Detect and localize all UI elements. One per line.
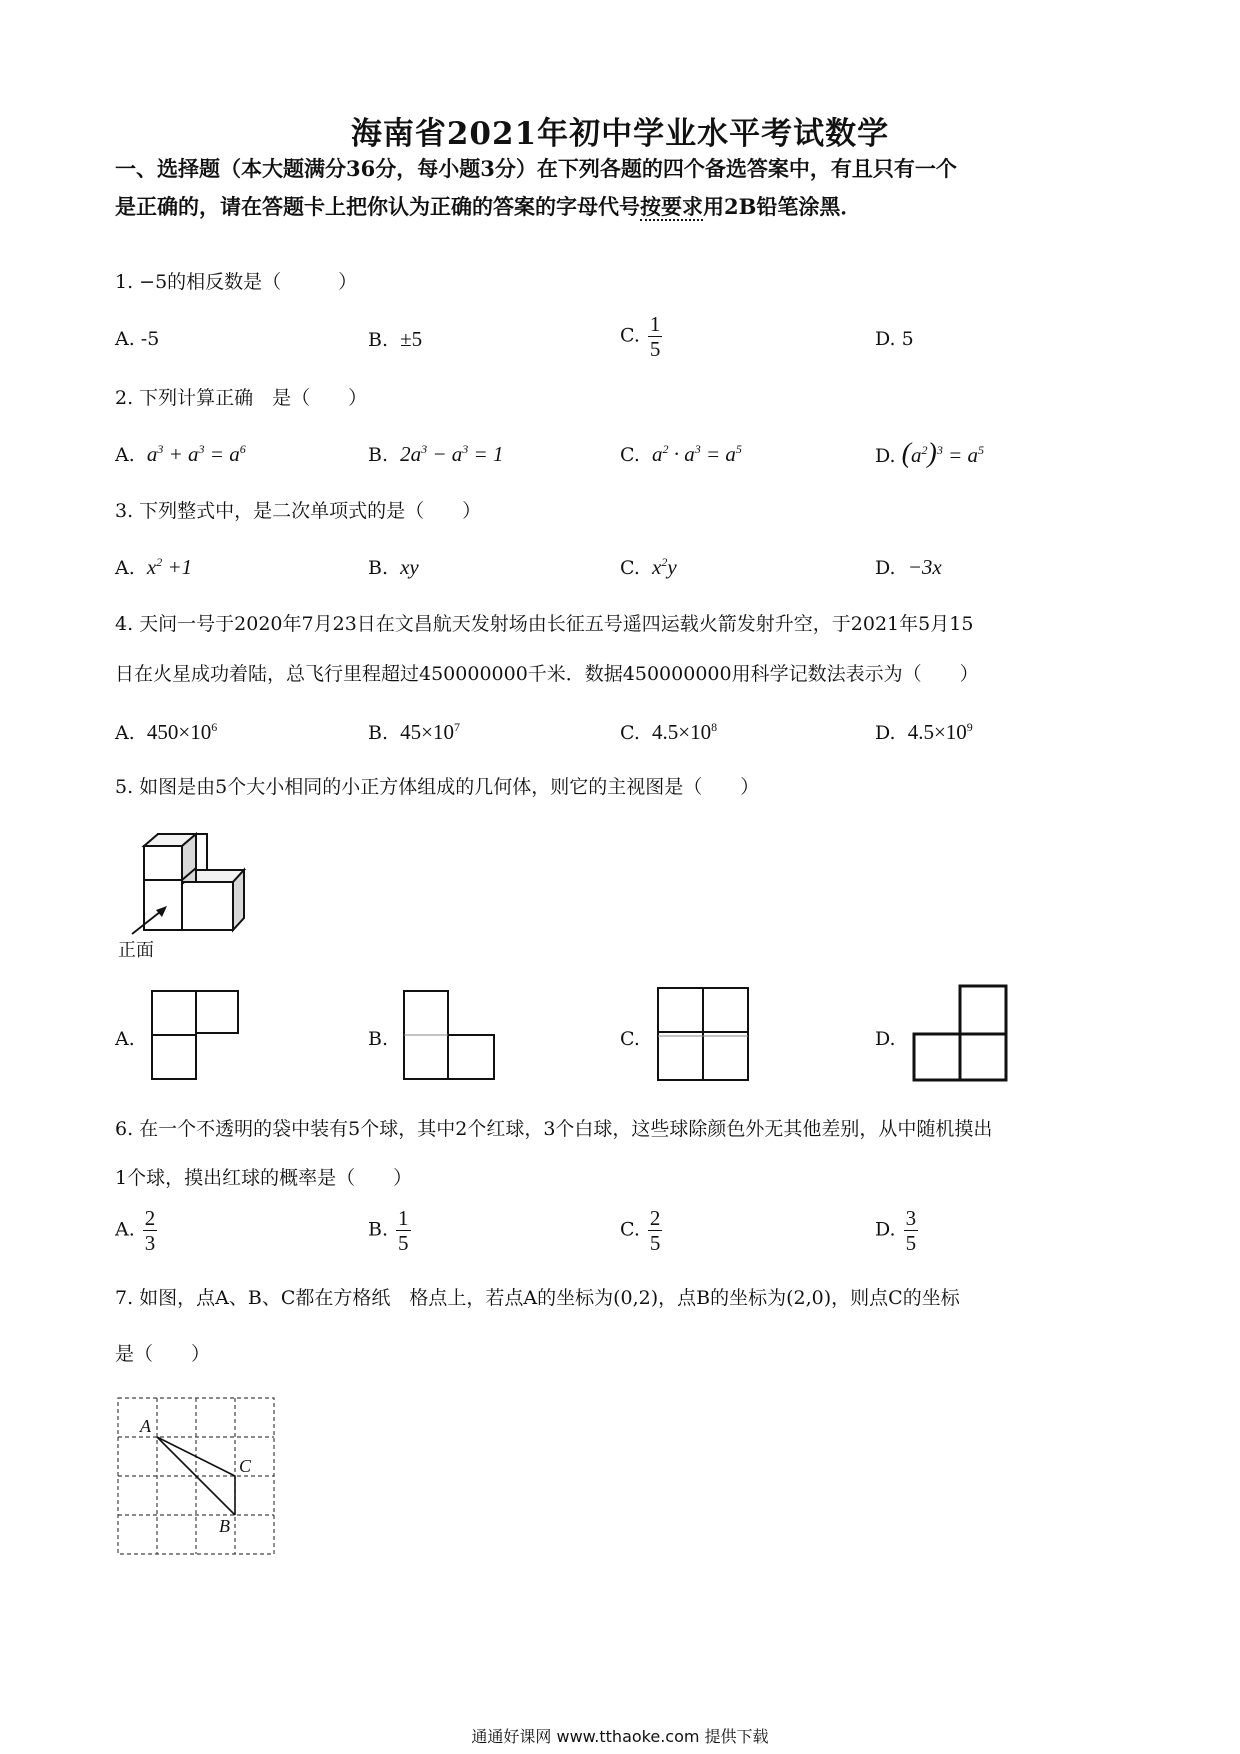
- q1-option-c: C. $\frac{1}{5}$: [620, 312, 661, 361]
- q5-option-a-figure: [150, 989, 240, 1081]
- question-7-stem-line2: 是（ ）: [115, 1343, 211, 1365]
- section-heading-line1: 一、选择题（本大题满分36分，每小题3分）在下列各题的四个备选答案中，有且只有一个: [115, 156, 957, 181]
- question-2-stem: 2. 下列计算正确 是（ ）: [115, 387, 368, 409]
- point-a-label: A: [140, 1416, 151, 1436]
- q3-option-d: D. −3x: [875, 555, 942, 579]
- point-b-label: B: [219, 1516, 230, 1536]
- question-1-stem: 1. −5的相反数是（ ）: [115, 271, 358, 293]
- q2-option-c: C. $a^2 \cdot a^3 = a^5$: [620, 442, 742, 466]
- point-c-label: C: [239, 1456, 252, 1476]
- q4-option-d: D. $4.5\times 10^9$: [875, 720, 973, 744]
- page-title: 海南省2021年初中学业水平考试数学: [350, 116, 890, 152]
- q1-option-a: A. -5: [115, 328, 160, 350]
- q4-option-b: B. $45\times 10^7$: [368, 720, 460, 744]
- question-6-stem-line1: 6. 在一个不透明的袋中装有5个球，其中2个红球，3个白球，这些球除颜色外无其他差别，从中随机摸出: [115, 1118, 993, 1140]
- question-4-stem-line2: 日在火星成功着陆，总飞行里程超过450000000千米．数据450000000用科学记数法表示为（ ）: [115, 663, 979, 685]
- q1-option-b: B. ±5: [368, 327, 423, 351]
- q5-option-c-label: C.: [620, 1028, 640, 1050]
- q5-option-a-label: A.: [115, 1028, 135, 1050]
- q4-option-c: C. $4.5\times 10^8$: [620, 720, 718, 744]
- q2-option-d: D. $(a^2)^3 = a^5$: [875, 438, 984, 469]
- fraction: $\frac{2}{3}$: [144, 1206, 156, 1255]
- section-heading-line2: 是正确的，请在答题卡上把你认为正确的答案的字母代号按要求用2B铅笔涂黑．: [115, 194, 862, 219]
- emphasis-text: 按要求: [640, 194, 703, 219]
- cube-solid-figure: [120, 828, 260, 938]
- q2-option-b: B. $2a^3 - a^3 = 1$: [368, 442, 504, 466]
- question-6-stem-line2: 1个球，摸出红球的概率是（ ）: [115, 1167, 413, 1189]
- q6-option-c: C. $\frac{2}{5}$: [620, 1206, 661, 1255]
- q2-option-a: A. $a^3 + a^3 = a^6$: [115, 442, 246, 466]
- q3-option-b: B. xy: [368, 555, 419, 579]
- q1-option-d: D. 5: [875, 328, 914, 350]
- q3-option-c: C. $x^2y$: [620, 555, 677, 579]
- question-7-stem-line1: 7. 如图，点A、B、C都在方格纸 格点上，若点A的坐标为(0,2)，点B的坐标为(2,0)，则点C的坐标: [115, 1287, 960, 1309]
- q6-option-b: B. $\frac{1}{5}$: [368, 1206, 409, 1255]
- question-5-stem: 5. 如图是由5个大小相同的小正方体组成的几何体，则它的主视图是（ ）: [115, 776, 760, 798]
- q3-option-a: A. $x^2 +1$: [115, 555, 193, 579]
- fraction: $\frac{1}{5}$: [398, 1206, 409, 1255]
- q5-option-b-figure: [402, 989, 498, 1081]
- front-view-label: 正面: [118, 940, 154, 961]
- fraction: $\frac{1}{5}$: [649, 312, 661, 361]
- q5-option-d-figure: [910, 984, 1010, 1084]
- q6-option-d: D. $\frac{3}{5}$: [875, 1206, 917, 1255]
- q6-option-a: A. $\frac{2}{3}$: [115, 1206, 156, 1255]
- question-4-stem-line1: 4. 天问一号于2020年7月23日在文昌航天发射场由长征五号遥四运载火箭发射升空，于2021年5月15: [115, 613, 974, 635]
- q5-option-d-label: D.: [875, 1028, 896, 1050]
- q5-option-c-figure: [656, 986, 750, 1082]
- q5-option-b-label: B.: [368, 1028, 389, 1050]
- fraction: $\frac{2}{5}$: [649, 1206, 661, 1255]
- section-heading: [115, 150, 1135, 226]
- q4-option-a: A. $450\times 10^6$: [115, 720, 218, 744]
- fraction: $\frac{3}{5}$: [905, 1206, 917, 1255]
- footer-credit: 通通好课网 www.tthaoke.com 提供下载: [471, 1727, 769, 1746]
- question-3-stem: 3. 下列整式中，是二次单项式的是（ ）: [115, 500, 482, 522]
- grid-figure: [116, 1396, 276, 1556]
